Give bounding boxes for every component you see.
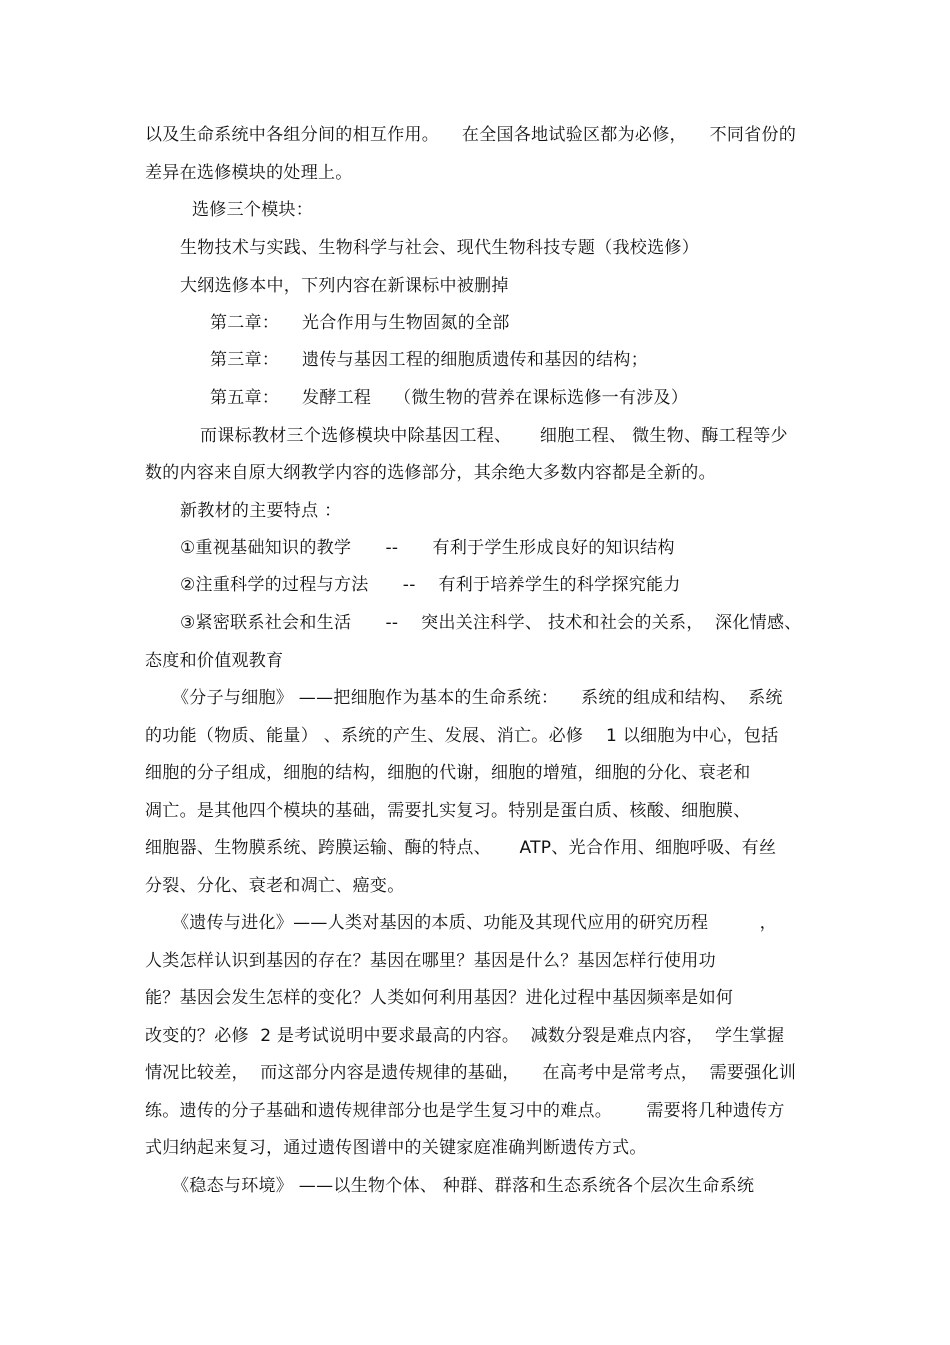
text-line: 生物技术与实践、生物科学与社会、现代生物科技专题（我校选修） xyxy=(180,238,699,258)
text-line: 第三章： 遗传与基因工程的细胞质遗传和基因的结构； xyxy=(210,350,649,370)
text-line: 能？基因会发生怎样的变化？人类如何利用基因？进化过程中基因频率是如何 xyxy=(145,988,734,1008)
text-line: ①重视基础知识的教学 -- 有利于学生形成良好的知识结构 xyxy=(180,538,675,558)
text-line: ③紧密联系社会和生活 -- 突出关注科学、 技术和社会的关系， 深化情感、 xyxy=(180,613,802,633)
text-line: 差异在选修模块的处理上。 xyxy=(145,163,353,183)
text-line: 第五章： 发酵工程 （微生物的营养在课标选修一有涉及） xyxy=(210,388,689,408)
text-line: 大纲选修本中，下列内容在新课标中被删掉 xyxy=(180,276,509,296)
text-line: 分裂、分化、衰老和凋亡、癌变。 xyxy=(145,876,405,896)
text-line: 《分子与细胞》 ——把细胞作为基本的生命系统： 系统的组成和结构、 系统 xyxy=(172,688,783,708)
text-line: 细胞器、生物膜系统、跨膜运输、酶的特点、 ATP、光合作用、细胞呼吸、有丝 xyxy=(145,838,777,858)
text-line: 数的内容来自原大纲教学内容的选修部分，其余绝大多数内容都是全新的。 xyxy=(145,463,716,483)
text-line: 人类怎样认识到基因的存在？基因在哪里？基因是什么？基因怎样行使用功 xyxy=(145,951,716,971)
text-line: 《遗传与进化》——人类对基因的本质、功能及其现代应用的研究历程 ， xyxy=(172,913,777,933)
text-line: 以及生命系统中各组分间的相互作用。 在全国各地试验区都为必修， 不同省份的 xyxy=(145,125,797,145)
text-line: 练。遗传的分子基础和遗传规律部分也是学生复习中的难点。 需要将几种遗传方 xyxy=(145,1101,785,1121)
text-line: 《稳态与环境》 ——以生物个体、 种群、群落和生态系统各个层次生命系统 xyxy=(172,1176,755,1196)
text-line: 细胞的分子组成，细胞的结构，细胞的代谢，细胞的增殖，细胞的分化、衰老和 xyxy=(145,763,751,783)
text-line: 第二章： 光合作用与生物固氮的全部 xyxy=(210,313,510,333)
text-line: 而课标教材三个选修模块中除基因工程、 细胞工程、 微生物、酶工程等少 xyxy=(200,426,788,446)
text-line: 选修三个模块： xyxy=(192,200,314,220)
text-line: ②注重科学的过程与方法 -- 有利于培养学生的科学探究能力 xyxy=(180,575,681,595)
text-line: 凋亡。是其他四个模块的基础，需要扎实复习。特别是蛋白质、核酸、细胞膜、 xyxy=(145,801,751,821)
text-line: 式归纳起来复习，通过遗传图谱中的关键家庭准确判断遗传方式。 xyxy=(145,1138,647,1158)
text-line: 的功能（物质、能量） 、系统的产生、发展、消亡。必修 1 以细胞为中心，包括 xyxy=(145,726,779,746)
text-line: 态度和价值观教育 xyxy=(145,651,284,671)
text-line: 情况比较差， 而这部分内容是遗传规律的基础， 在高考中是常考点， 需要强化训 xyxy=(145,1063,797,1083)
text-line: 改变的？必修 2 是考试说明中要求最高的内容。 减数分裂是难点内容， 学生掌握 xyxy=(145,1026,785,1046)
text-line: 新教材的主要特点 ： xyxy=(180,501,342,521)
